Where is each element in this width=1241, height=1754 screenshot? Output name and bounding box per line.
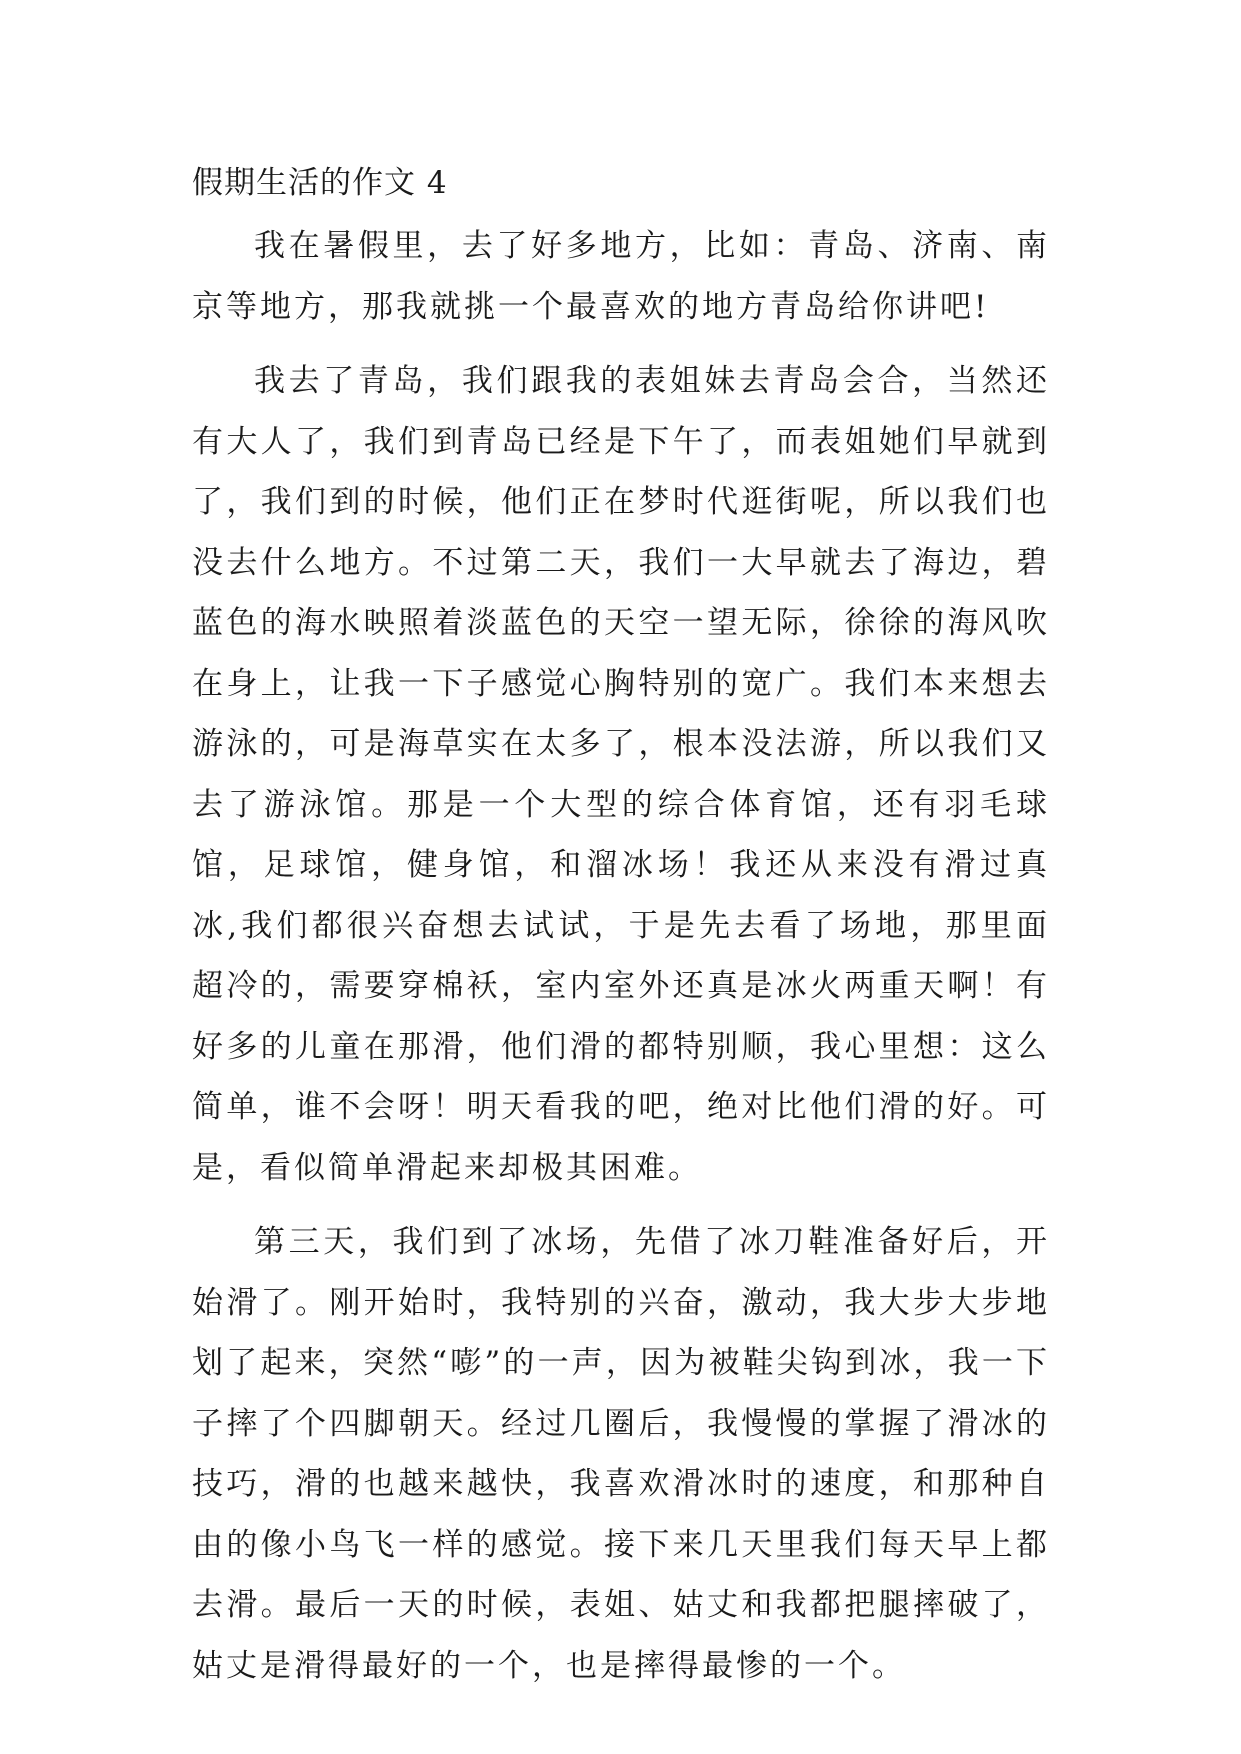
document-title: 假期生活的作文 4 xyxy=(192,165,448,201)
paragraph-3: 第三天，我们到了冰场，先借了冰刀鞋准备好后，开始滑了。刚开始时，我特别的兴奋，激动，我大步大步地划了起来，突然“嘭”的一声，因为被鞋尖钩到冰，我一下子摔了个四脚朝天。经过几圈后，我慢慢的掌握了滑冰的技巧，滑的也越来越快，我喜欢滑冰时的速度，和那种自由的像小鸟飞一样的感觉。接下来几天里我们每天早上都去滑。最后一天的时候，表姐、姑丈和我都把腿摔破了，姑丈是滑得最好的一个，也是摔得最惨的一个。 xyxy=(192,1224,1050,1684)
paragraph-2: 我去了青岛，我们跟我的表姐妹去青岛会合，当然还有大人了，我们到青岛已经是下午了，而表姐她们早就到了，我们到的时候，他们正在梦时代逛街呢，所以我们也没去什么地方。不过第二天，我们一大早就去了海边，碧蓝色的海水映照着淡蓝色的天空一望无际，徐徐的海风吹在身上，让我一下子感觉心胸特别的宽广。我们本来想去游泳的，可是海草实在太多了，根本没法游，所以我们又去了游泳馆。那是一个大型的综合体育馆，还有羽毛球馆，足球馆，健身馆，和溜冰场！我还从来没有滑过真冰,我们都很兴奋想去试试，于是先去看了场地，那里面超冷的，需要穿棉袄，室内室外还真是冰火两重天啊！有好多的儿童在那滑，他们滑的都特别顺，我心里想：这么简单，谁不会呀！明天看我的吧，绝对比他们滑的好。可是，看似简单滑起来却极其困难。 xyxy=(192,363,1050,1186)
paragraph-1: 我在暑假里，去了好多地方，比如：青岛、济南、南京等地方，那我就挑一个最喜欢的地方青岛给你讲吧! xyxy=(192,228,1050,325)
document-body xyxy=(192,160,1050,1696)
